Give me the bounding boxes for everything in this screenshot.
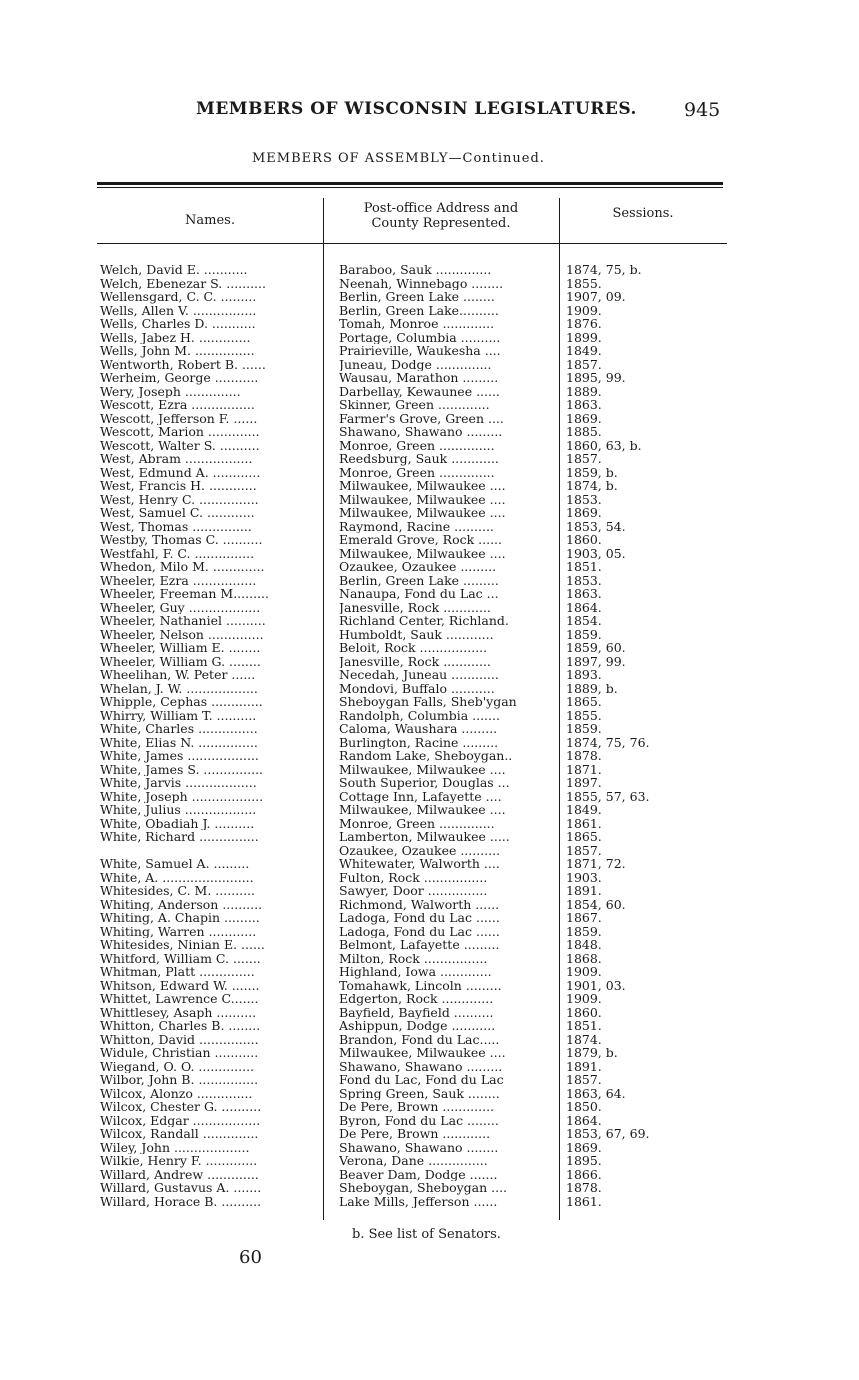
member-name: Whitton, David ............... [100, 1032, 259, 1046]
member-name: White, Charles ............... [100, 722, 258, 736]
sessions: 1853. [566, 573, 602, 587]
sessions: 1897. [566, 776, 602, 790]
member-name: West, Francis H. ............ [100, 479, 257, 493]
sessions: 1863. [566, 587, 602, 601]
member-name: Wheeler, Freeman M......... [100, 587, 269, 601]
sessions: 1878. [566, 1181, 602, 1195]
table-row [0, 1033, 859, 1047]
member-name: Westfahl, F. C. ............... [100, 546, 255, 560]
member-name: Willard, Horace B. .......... [100, 1194, 262, 1208]
post-office-address: Farmer's Grove, Green .... [339, 411, 504, 425]
table-row [0, 1087, 859, 1101]
post-office-address: Beaver Dam, Dodge ....... [339, 1167, 498, 1181]
table-row [0, 425, 859, 439]
header-bottom-rule [97, 243, 727, 244]
table-row [0, 520, 859, 534]
table-row [0, 574, 859, 588]
member-name: Wescott, Ezra ................ [100, 398, 255, 412]
table-row [0, 263, 859, 277]
table-row [0, 493, 859, 507]
sessions: 1871, 72. [566, 857, 626, 871]
table-row [0, 1141, 859, 1155]
sessions: 1850. [566, 1100, 602, 1114]
sessions: 1857. [566, 357, 602, 371]
sessions: 1876. [566, 317, 602, 331]
table-row [0, 803, 859, 817]
table-row [0, 992, 859, 1006]
table-row [0, 668, 859, 682]
sessions: 1864. [566, 1113, 602, 1127]
sessions: 1867. [566, 911, 602, 925]
sessions: 1879, b. [566, 1046, 618, 1060]
member-name: Wheeler, Nelson .............. [100, 627, 264, 641]
table-row [0, 628, 859, 642]
member-name: Whiting, Anderson .......... [100, 897, 263, 911]
sessions: 1909. [566, 303, 602, 317]
member-name: West, Samuel C. ............ [100, 506, 255, 520]
member-name: West, Edmund A. ............ [100, 465, 261, 479]
member-name: Wescott, Walter S. .......... [100, 438, 260, 452]
member-name: White, A. ....................... [100, 870, 254, 884]
table-row [0, 614, 859, 628]
table-row [0, 776, 859, 790]
sessions: 1874, b. [566, 479, 618, 493]
table-row [0, 452, 859, 466]
sessions: 1903, 05. [566, 546, 626, 560]
column-header-post-office [330, 201, 552, 231]
post-office-address: Milwaukee, Milwaukee .... [339, 546, 506, 560]
sessions: 1885. [566, 425, 602, 439]
table-row [0, 466, 859, 480]
table-row [0, 871, 859, 885]
post-office-address: Skinner, Green ............. [339, 398, 490, 412]
table-row [0, 547, 859, 561]
member-name: Wilbor, John B. ............... [100, 1073, 259, 1087]
member-name: Whelan, J. W. .................. [100, 681, 258, 695]
table-row [0, 722, 859, 736]
member-name: Wilcox, Chester G. .......... [100, 1100, 262, 1114]
table-row [0, 371, 859, 385]
table-row [0, 830, 859, 844]
post-office-address: Tomahawk, Lincoln ......... [339, 978, 502, 992]
sessions: 1895. [566, 1154, 602, 1168]
post-office-address: Raymond, Racine .......... [339, 519, 494, 533]
member-name: West, Thomas ............... [100, 519, 252, 533]
post-office-address: Emerald Grove, Rock ...... [339, 533, 502, 547]
post-office-address: Juneau, Dodge .............. [339, 357, 492, 371]
post-office-address: Janesville, Rock ............ [339, 600, 491, 614]
post-office-address: Randolph, Columbia ....... [339, 708, 500, 722]
table-row [0, 344, 859, 358]
post-office-address: Random Lake, Sheboygan.. [339, 749, 513, 763]
column-header-post-line2: County Represented. [371, 216, 511, 231]
post-office-address: Spring Green, Sauk ........ [339, 1086, 500, 1100]
member-name: White, James .................. [100, 749, 259, 763]
post-office-address: Milwaukee, Milwaukee .... [339, 479, 506, 493]
member-name: Whirry, William T. .......... [100, 708, 257, 722]
member-name: Wells, Allen V. ................ [100, 303, 257, 317]
table-row [0, 763, 859, 777]
post-office-address: Beloit, Rock ................. [339, 641, 488, 655]
sessions: 1860. [566, 1005, 602, 1019]
member-name: Wiley, John ................... [100, 1140, 250, 1154]
member-name: Wheeler, Guy .................. [100, 600, 261, 614]
table-row [0, 479, 859, 493]
post-office-address: Janesville, Rock ............ [339, 654, 491, 668]
sessions: 1903. [566, 870, 602, 884]
table-row [0, 749, 859, 763]
sessions: 1907, 09. [566, 290, 626, 304]
member-name: Wilcox, Randall .............. [100, 1127, 259, 1141]
post-office-address: Whitewater, Walworth .... [339, 857, 500, 871]
table-top-rule [97, 182, 723, 185]
table-row [0, 1019, 859, 1033]
post-office-address: Neenah, Winnebago ........ [339, 276, 504, 290]
table-row [0, 533, 859, 547]
table-row [0, 1181, 859, 1195]
post-office-address: Nanaupa, Fond du Lac ... [339, 587, 499, 601]
member-name: Wheeler, William G. ........ [100, 654, 261, 668]
table-row [0, 439, 859, 453]
post-office-address: Prairieville, Waukesha .... [339, 344, 501, 358]
post-office-address: Richland Center, Richland. [339, 614, 509, 628]
sessions: 1859. [566, 924, 602, 938]
table-row [0, 844, 859, 858]
sessions: 1891. [566, 884, 602, 898]
table-row [0, 655, 859, 669]
sessions: 1863, 64. [566, 1086, 626, 1100]
sessions: 1859. [566, 627, 602, 641]
post-office-address: Berlin, Green Lake ........ [339, 290, 495, 304]
member-name: Whittet, Lawrence C....... [100, 992, 259, 1006]
member-name: Wheeler, Ezra ................ [100, 573, 257, 587]
sessions: 1893. [566, 668, 602, 682]
table-row [0, 1154, 859, 1168]
sessions: 1909. [566, 992, 602, 1006]
post-office-address: Ladoga, Fond du Lac ...... [339, 924, 500, 938]
post-office-address: Sheboygan, Sheboygan .... [339, 1181, 508, 1195]
table-row [0, 1060, 859, 1074]
sessions: 1849. [566, 344, 602, 358]
member-name: West, Henry C. ............... [100, 492, 259, 506]
post-office-address: Byron, Fond du Lac ........ [339, 1113, 499, 1127]
member-name: Wheelihan, W. Peter ...... [100, 668, 256, 682]
post-office-address: Reedsburg, Sauk ............ [339, 452, 499, 466]
member-name: White, Elias N. ............... [100, 735, 258, 749]
post-office-address: Shawano, Shawano ........ [339, 1140, 499, 1154]
signature-mark: 60 [239, 1247, 262, 1268]
table-row [0, 385, 859, 399]
sessions: 1869. [566, 506, 602, 520]
table-row [0, 1100, 859, 1114]
table-row [0, 1046, 859, 1060]
sessions: 1859. [566, 722, 602, 736]
post-office-address: Humboldt, Sauk ............ [339, 627, 494, 641]
table-row [0, 695, 859, 709]
table-row [0, 601, 859, 615]
sessions: 1897, 99. [566, 654, 626, 668]
post-office-address: Milwaukee, Milwaukee .... [339, 762, 506, 776]
post-office-address: Darbellay, Kewaunee ...... [339, 384, 500, 398]
member-name: Wery, Joseph .............. [100, 384, 241, 398]
member-name: West, Abram ................. [100, 452, 253, 466]
post-office-address: De Pere, Brown ............ [339, 1127, 491, 1141]
member-name: Werheim, George ........... [100, 371, 259, 385]
member-name: Willard, Andrew ............. [100, 1167, 259, 1181]
table-row [0, 1006, 859, 1020]
member-name: Wentworth, Robert B. ...... [100, 357, 266, 371]
sessions: 1909. [566, 965, 602, 979]
table-row [0, 587, 859, 601]
table-row [0, 304, 859, 318]
post-office-address: Richmond, Walworth ...... [339, 897, 500, 911]
member-name: Welch, David E. ........... [100, 263, 248, 277]
sessions: 1853, 54. [566, 519, 626, 533]
sessions: 1878. [566, 749, 602, 763]
sessions: 1860, 63, b. [566, 438, 642, 452]
member-name: Whiting, Warren ............ [100, 924, 257, 938]
post-office-address: Milwaukee, Milwaukee .... [339, 492, 506, 506]
member-name: White, Obadiah J. .......... [100, 816, 255, 830]
member-name: Willard, Gustavus A. ....... [100, 1181, 262, 1195]
table-row [0, 979, 859, 993]
member-name: White, Julius .................. [100, 803, 257, 817]
table-row [0, 925, 859, 939]
sessions: 1854. [566, 614, 602, 628]
member-name: Wheeler, Nathaniel .......... [100, 614, 266, 628]
member-name: Wells, Charles D. ........... [100, 317, 256, 331]
sessions: 1848. [566, 938, 602, 952]
member-name: Whitford, William C. ....... [100, 951, 261, 965]
table-row [0, 1114, 859, 1128]
member-name: White, Samuel A. ......... [100, 857, 250, 871]
member-name: Westby, Thomas C. .......... [100, 533, 263, 547]
table-row [0, 277, 859, 291]
sessions: 1854, 60. [566, 897, 626, 911]
table-row [0, 1195, 859, 1209]
table-top-rule-thin [97, 187, 723, 188]
post-office-address: Monroe, Green .............. [339, 465, 495, 479]
post-office-address: Fond du Lac, Fond du Lac [339, 1073, 504, 1087]
member-name: Whitson, Edward W. ....... [100, 978, 260, 992]
sessions: 1865. [566, 830, 602, 844]
table-row [0, 506, 859, 520]
table-row [0, 898, 859, 912]
post-office-address: Cottage Inn, Lafayette .... [339, 789, 502, 803]
member-name: Whitesides, C. M. .......... [100, 884, 256, 898]
sessions: 1857. [566, 452, 602, 466]
sessions: 1869. [566, 1140, 602, 1154]
table-row [0, 1127, 859, 1141]
member-name: Wellensgard, C. C. ......... [100, 290, 257, 304]
post-office-address: Tomah, Monroe ............. [339, 317, 495, 331]
sessions: 1853. [566, 492, 602, 506]
post-office-address: Portage, Columbia .......... [339, 330, 501, 344]
post-office-address: Shawano, Shawano ......... [339, 425, 503, 439]
sessions: 1901, 03. [566, 978, 626, 992]
member-name: White, James S. ............... [100, 762, 264, 776]
sessions: 1851. [566, 560, 602, 574]
sessions: 1857. [566, 843, 602, 857]
table-row [0, 817, 859, 831]
sessions: 1899. [566, 330, 602, 344]
sessions: 1853, 67, 69. [566, 1127, 650, 1141]
sessions: 1869. [566, 411, 602, 425]
table-row [0, 682, 859, 696]
post-office-address: Wausau, Marathon ......... [339, 371, 499, 385]
member-name: White, Jarvis .................. [100, 776, 257, 790]
sessions: 1855. [566, 708, 602, 722]
member-name: Whitman, Platt .............. [100, 965, 255, 979]
table-row [0, 884, 859, 898]
member-name: Wells, Jabez H. ............. [100, 330, 251, 344]
post-office-address: Berlin, Green Lake ......... [339, 573, 499, 587]
member-name: Wescott, Jefferson F. ...... [100, 411, 258, 425]
member-name: Wescott, Marion ............. [100, 425, 260, 439]
post-office-address: Fulton, Rock ................ [339, 870, 488, 884]
post-office-address: Baraboo, Sauk .............. [339, 263, 492, 277]
sessions: 1874, 75, 76. [566, 735, 650, 749]
sessions: 1855. [566, 276, 602, 290]
table-row [0, 790, 859, 804]
post-office-address: Ozaukee, Ozaukee ......... [339, 560, 497, 574]
post-office-address: Ashippun, Dodge ........... [339, 1019, 496, 1033]
sessions: 1861. [566, 816, 602, 830]
post-office-address: Mondovi, Buffalo ........... [339, 681, 495, 695]
post-office-address: Shawano, Shawano ......... [339, 1059, 503, 1073]
running-head: MEMBERS OF WISCONSIN LEGISLATURES. [196, 99, 637, 119]
post-office-address: Monroe, Green .............. [339, 816, 495, 830]
post-office-address: Milwaukee, Milwaukee .... [339, 1046, 506, 1060]
sessions: 1861. [566, 1194, 602, 1208]
sessions: 1874. [566, 1032, 602, 1046]
table-row [0, 857, 859, 871]
sessions: 1868. [566, 951, 602, 965]
table-row [0, 938, 859, 952]
member-name: Wilcox, Edgar ................. [100, 1113, 261, 1127]
table-row [0, 1073, 859, 1087]
table-row [0, 965, 859, 979]
post-office-address: Milwaukee, Milwaukee .... [339, 803, 506, 817]
member-name: Widule, Christian ........... [100, 1046, 259, 1060]
sessions: 1860. [566, 533, 602, 547]
member-name: Wells, John M. ............... [100, 344, 255, 358]
sessions: 1855, 57, 63. [566, 789, 650, 803]
post-office-address: Ozaukee, Ozaukee .......... [339, 843, 501, 857]
post-office-address: South Superior, Douglas ... [339, 776, 510, 790]
sessions: 1851. [566, 1019, 602, 1033]
table-row [0, 317, 859, 331]
table-row [0, 398, 859, 412]
post-office-address: Highland, Iowa ............. [339, 965, 492, 979]
sessions: 1871. [566, 762, 602, 776]
member-name: Wilcox, Alonzo .............. [100, 1086, 253, 1100]
post-office-address: Verona, Dane ............... [339, 1154, 488, 1168]
table-row [0, 358, 859, 372]
post-office-address: Milwaukee, Milwaukee .... [339, 506, 506, 520]
member-name: Wilkie, Henry F. ............. [100, 1154, 258, 1168]
sessions: 1889. [566, 384, 602, 398]
table-row [0, 641, 859, 655]
sessions: 1874, 75, b. [566, 263, 642, 277]
column-header-post-line1: Post-office Address and [363, 201, 519, 216]
post-office-address: Ladoga, Fond du Lac ...... [339, 911, 500, 925]
members-table-body [0, 263, 859, 1208]
post-office-address: Milton, Rock ................ [339, 951, 488, 965]
table-row [0, 331, 859, 345]
column-header-sessions: Sessions. [612, 206, 674, 221]
page-number: 945 [684, 99, 721, 121]
sessions: 1889, b. [566, 681, 618, 695]
post-office-address: Sheboygan Falls, Sheb'ygan [339, 695, 517, 709]
table-subtitle: MEMBERS OF ASSEMBLY—Continued. [252, 151, 545, 166]
sessions: 1857. [566, 1073, 602, 1087]
member-name: White, Richard ............... [100, 830, 259, 844]
table-row [0, 412, 859, 426]
member-name: White, Joseph .................. [100, 789, 264, 803]
table-row [0, 952, 859, 966]
post-office-address: Berlin, Green Lake.......... [339, 303, 499, 317]
post-office-address: De Pere, Brown ............. [339, 1100, 495, 1114]
member-name: Welch, Ebenezar S. .......... [100, 276, 266, 290]
post-office-address: Lamberton, Milwaukee ..... [339, 830, 510, 844]
member-name: Whiting, A. Chapin ......... [100, 911, 260, 925]
sessions: 1859, b. [566, 465, 618, 479]
post-office-address: Caloma, Waushara ......... [339, 722, 498, 736]
post-office-address: Belmont, Lafayette ......... [339, 938, 500, 952]
post-office-address: Brandon, Fond du Lac..... [339, 1032, 500, 1046]
footnote: b. See list of Senators. [352, 1227, 501, 1242]
table-row [0, 709, 859, 723]
table-row [0, 290, 859, 304]
sessions: 1866. [566, 1167, 602, 1181]
sessions: 1849. [566, 803, 602, 817]
table-row [0, 1168, 859, 1182]
member-name: Wiegand, O. O. .............. [100, 1059, 255, 1073]
post-office-address: Burlington, Racine ......... [339, 735, 499, 749]
post-office-address: Necedah, Juneau ............ [339, 668, 499, 682]
post-office-address: Bayfield, Bayfield .......... [339, 1005, 494, 1019]
member-name: Whittlesey, Asaph .......... [100, 1005, 257, 1019]
member-name: Whipple, Cephas ............. [100, 695, 263, 709]
table-row [0, 736, 859, 750]
member-name: Whitton, Charles B. ........ [100, 1019, 261, 1033]
post-office-address: Sawyer, Door ............... [339, 884, 488, 898]
post-office-address: Lake Mills, Jefferson ...... [339, 1194, 498, 1208]
sessions: 1891. [566, 1059, 602, 1073]
member-name: Wheeler, William E. ........ [100, 641, 261, 655]
sessions: 1865. [566, 695, 602, 709]
member-name: Whedon, Milo M. ............. [100, 560, 265, 574]
post-office-address: Monroe, Green .............. [339, 438, 495, 452]
sessions: 1864. [566, 600, 602, 614]
sessions: 1859, 60. [566, 641, 626, 655]
table-row [0, 911, 859, 925]
sessions: 1863. [566, 398, 602, 412]
post-office-address: Edgerton, Rock ............. [339, 992, 494, 1006]
member-name: Whitesides, Ninian E. ...... [100, 938, 265, 952]
column-header-names: Names. [185, 213, 235, 228]
table-row [0, 560, 859, 574]
sessions: 1895, 99. [566, 371, 626, 385]
